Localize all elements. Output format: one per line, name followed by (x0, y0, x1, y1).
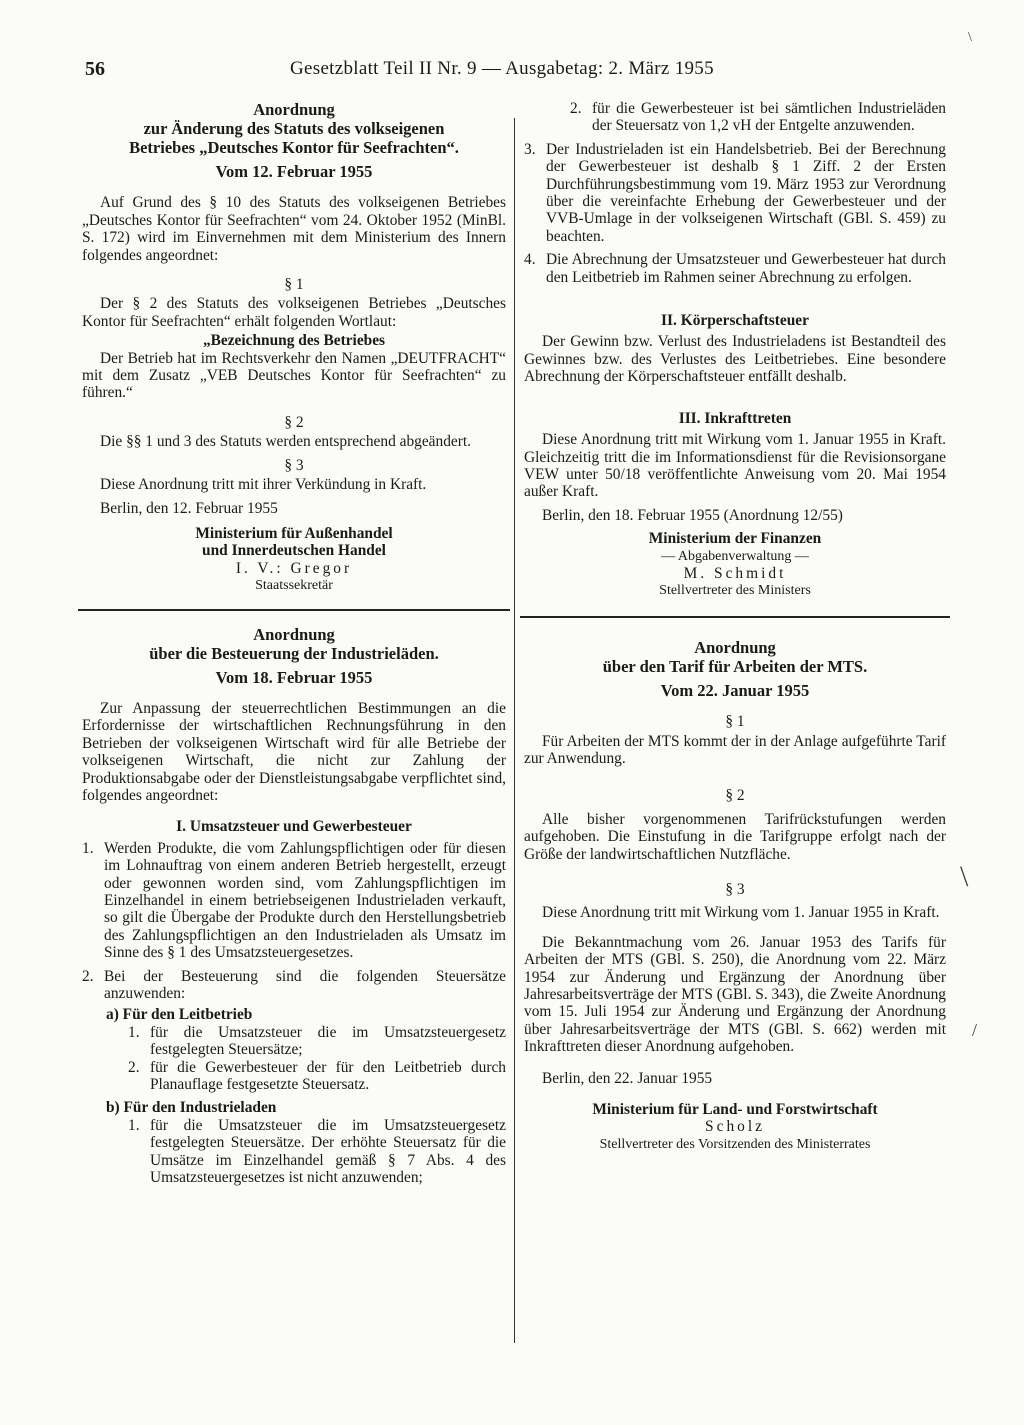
paragraph-text: Alle bisher vorgenommenen Tarifrückstufungen werden aufgehoben. Die Einstufung in die Tarifgruppe erfolgt nach der Größe der landwirtschaftlichen Nutzfläche. (524, 810, 946, 863)
right-column (524, 100, 946, 1153)
signature-ministry: Ministerium der Finanzen (648, 530, 822, 548)
paragraph-heading: § 1 (725, 713, 745, 731)
pen-mark-icon: \ (968, 30, 972, 45)
list-item (128, 1024, 506, 1059)
pen-mark-icon: \ (960, 860, 969, 893)
list-item-text: für die Umsatzsteuer die im Umsatzsteuergesetz festgelegten Steuersätze; (150, 1023, 506, 1059)
list-item-number: 4. (524, 251, 536, 269)
paragraph-heading: § 3 (284, 456, 304, 474)
place-date: Berlin, den 18. Februar 1955 (Anordnung 12/55) (542, 506, 843, 524)
list-item-number: 1. (128, 1116, 140, 1134)
decree-kontor-seefrachten (82, 100, 506, 595)
decree-tarif-mts (524, 638, 946, 1154)
paragraph-text: Diese Anordnung tritt mit Wirkung vom 1. Januar 1955 in Kraft. (542, 904, 940, 922)
part-heading: III. Inkrafttreten (678, 409, 792, 427)
paragraph-text: Der § 2 des Statuts des volkseigenen Betriebes „Deutsches Kontor für Seefrachten“ erhält folgenden Wortlaut: (82, 295, 506, 330)
place-date: Berlin, den 22. Januar 1955 (542, 1069, 713, 1087)
paragraph-heading: § 2 (725, 787, 745, 805)
part-heading: II. Körperschaftsteuer (661, 312, 809, 330)
decree-intro: Auf Grund des § 10 des Statuts des volkseigenen Betriebes „Deutsches Kontor für Seefrachten“ vom 24. Oktober 1952 (MinBl. S. 172) wird im Einvernehmen mit dem Ministerium des Innern folgendes angeordnet: (82, 194, 506, 264)
list-item (128, 1059, 506, 1094)
part-text: Diese Anordnung tritt mit Wirkung vom 1. Januar 1955 in Kraft. Gleichzeitig tritt die im Informationsdienst für die Revisionsorgane VEW unter 50/18 veröffentlichte Anweisung vom 20. Mai 1954 außer Kraft. (524, 431, 946, 501)
list-item (82, 968, 506, 1003)
signature-name (82, 560, 506, 577)
signature-name (524, 565, 946, 582)
signature-title: Stellvertreter des Ministers (659, 583, 811, 599)
signature-name-text: M. Schmidt (683, 564, 787, 582)
decree-intro: Zur Anpassung der steuerrechtlichen Bestimmungen an die Erfordernisse der wirtschaftlichen Rechnungsführung in den Betrieben der volkseigenen Wirtschaft wird für alle Betriebe der volkseigenen Wirtschaft, die nicht zur Zahlung der Produktionsabgabe oder der Dienstleistungsabgabe verpflichtet sind, folgendes angeordnet: (82, 699, 506, 804)
list-item-text: Der Industrieladen ist ein Handelsbetrieb. Bei der Berechnung der Gewerbesteuer ist deshalb § 1 Ziff. 2 der Ersten Durchführungsbestimmung vom 19. März 1953 zur Verordnung über die vereinfachte Erhebung der Gewerbesteuer und der VVB-Umlage in der volkseigenen Wirtschaft (GBl. S. 459) zu beachten. (546, 140, 946, 245)
list-item-number: 2. (128, 1058, 140, 1076)
paragraph-text: Die Bekanntmachung vom 26. Januar 1953 des Tarifs für Arbeiten der MTS (GBl. S. 250), die Anordnung vom 22. März 1954 zur Änderung und Ergänzung der Anordnung über Jahresarbeitsverträge der MTS (GBl. S. 343), die Zweite Anordnung vom 15. Juli 1954 zur Änderung und Ergänzung der Anordnung über Jahresarbeitsverträge der MTS (GBl. S. 662) werden mit Inkrafttreten dieser Anordnung aufgehoben. (524, 933, 946, 1056)
quoted-heading: „Bezeichnung des Betriebes (202, 332, 386, 350)
list-item-text: für die Umsatzsteuer die im Umsatzsteuergesetz festgelegten Steuersätze. Der erhöhte Steuersatz für die Umsätze im Einzelhandel gemäß § 7 Abs. 4 des Umsatzsteuergesetzes ist nicht anzuwenden; (150, 1116, 506, 1187)
decree-date: Vom 18. Februar 1955 (215, 667, 373, 687)
signature-title: Stellvertreter des Vorsitzenden des Ministerrates (599, 1136, 871, 1152)
part-text: Der Gewinn bzw. Verlust des Industrieladens ist Bestandteil des Gewinnes bzw. des Verlustes des Leitbetriebes. Eine besondere Abrechnung der Körperschaftsteuer entfällt deshalb. (524, 333, 946, 386)
list-item (570, 100, 946, 135)
pen-mark-icon: / (972, 1020, 978, 1040)
signature-department: — Abgabenverwaltung — (661, 548, 809, 564)
list-item-text: für die Gewerbesteuer ist bei sämtlichen Industrieläden der Steuersatz von 1,2 vH der Entgelte anzuwenden. (592, 100, 946, 135)
page-header (85, 58, 755, 88)
part-heading: I. Umsatzsteuer und Gewerbesteuer (176, 818, 412, 836)
decree-title-line: über die Besteuerung der Industrieläden. (149, 643, 439, 663)
paragraph-heading: § 2 (284, 413, 304, 431)
list-item-number: 2. (82, 967, 94, 985)
signature-ministry: Ministerium für Land- und Forstwirtschaft (592, 1101, 878, 1119)
list-item-number: 3. (524, 140, 536, 158)
paragraph-heading: § 1 (284, 276, 304, 294)
sub-heading: b) Für den Industrieladen (106, 1099, 277, 1117)
place-date: Berlin, den 12. Februar 1955 (100, 499, 278, 517)
decree-industrielaeden-continued (524, 100, 946, 600)
list-item-text: Bei der Besteuerung sind die folgenden Steuersätze anzuwenden: (104, 967, 506, 1003)
decree-title-line: Betriebes „Deutsches Kontor für Seefrachten“. (129, 138, 459, 157)
section-divider (520, 616, 950, 618)
decree-title-line: zur Änderung des Statuts des volkseigenen (143, 119, 445, 138)
signature-title: Staatssekretär (255, 578, 333, 594)
signature-name-text: I. V.: Gregor (235, 559, 353, 577)
list-item-text: Werden Produkte, die vom Zahlungspflichtigen oder für diesen im Lohnauftrag von einem anderen Betrieb hergestellt, erzeugt oder gewonnen worden sind, vom Zahlungspflichtigen im Einzelhandel in einem betriebseigenen Industrieladen verkauft, so gilt die Übergabe der Produkte durch den Herstellungsbetrieb des Zahlungspflichtigen an den Industrieladen als Umsatz im Sinne des § 1 des Umsatzsteuergesetzes. (104, 839, 506, 962)
signature-name (524, 1118, 946, 1135)
sub-heading: a) Für den Leitbetrieb (106, 1006, 253, 1024)
list-item-text: für die Gewerbesteuer der für den Leitbetrieb durch Planauflage festgesetzte Steuersatz. (150, 1058, 506, 1094)
list-item (524, 251, 946, 286)
list-item-number: 2. (570, 100, 582, 117)
signature-ministry: Ministerium für Außenhandel (195, 524, 393, 542)
list-item (128, 1117, 506, 1187)
signature-name-text: Scholz (705, 1118, 765, 1136)
list-item-text: Die Abrechnung der Umsatzsteuer und Gewerbesteuer hat durch den Leitbetrieb im Rahmen seiner Abrechnung zu erfolgen. (546, 251, 946, 286)
paragraph-text: Diese Anordnung tritt mit ihrer Verkündung in Kraft. (100, 476, 427, 494)
decree-title-line: Anordnung (253, 624, 335, 644)
left-column (82, 100, 506, 1187)
paragraph-text: Die §§ 1 und 3 des Statuts werden entsprechend abgeändert. (100, 433, 471, 451)
running-head: Gesetzblatt Teil II Nr. 9 — Ausgabetag: 2. März 1955 (290, 58, 714, 79)
list-item (524, 141, 946, 245)
decree-title-line: Anordnung (694, 637, 776, 657)
column-divider (514, 118, 515, 1343)
decree-title-line: über den Tarif für Arbeiten der MTS. (602, 656, 868, 676)
list-item-number: 1. (82, 839, 94, 857)
list-item-number: 1. (128, 1023, 140, 1041)
section-divider (78, 609, 510, 611)
paragraph-heading: § 3 (725, 881, 745, 898)
decree-industrielaeden (82, 625, 506, 1187)
page-number: 56 (85, 58, 105, 80)
signature-ministry: und Innerdeutschen Handel (202, 542, 386, 560)
paragraph-text: Für Arbeiten der MTS kommt der in der Anlage aufgeführte Tarif zur Anwendung. (524, 732, 946, 767)
decree-date: Vom 22. Januar 1955 (660, 680, 810, 700)
decree-title-line: Anordnung (253, 100, 335, 119)
list-item (82, 840, 506, 962)
quoted-text: Der Betrieb hat im Rechtsverkehr den Namen „DEUTFRACHT“ mit dem Zusatz „VEB Deutsches Kontor für Seefrachten“ zu führen.“ (82, 349, 506, 402)
decree-date: Vom 12. Februar 1955 (215, 162, 373, 181)
